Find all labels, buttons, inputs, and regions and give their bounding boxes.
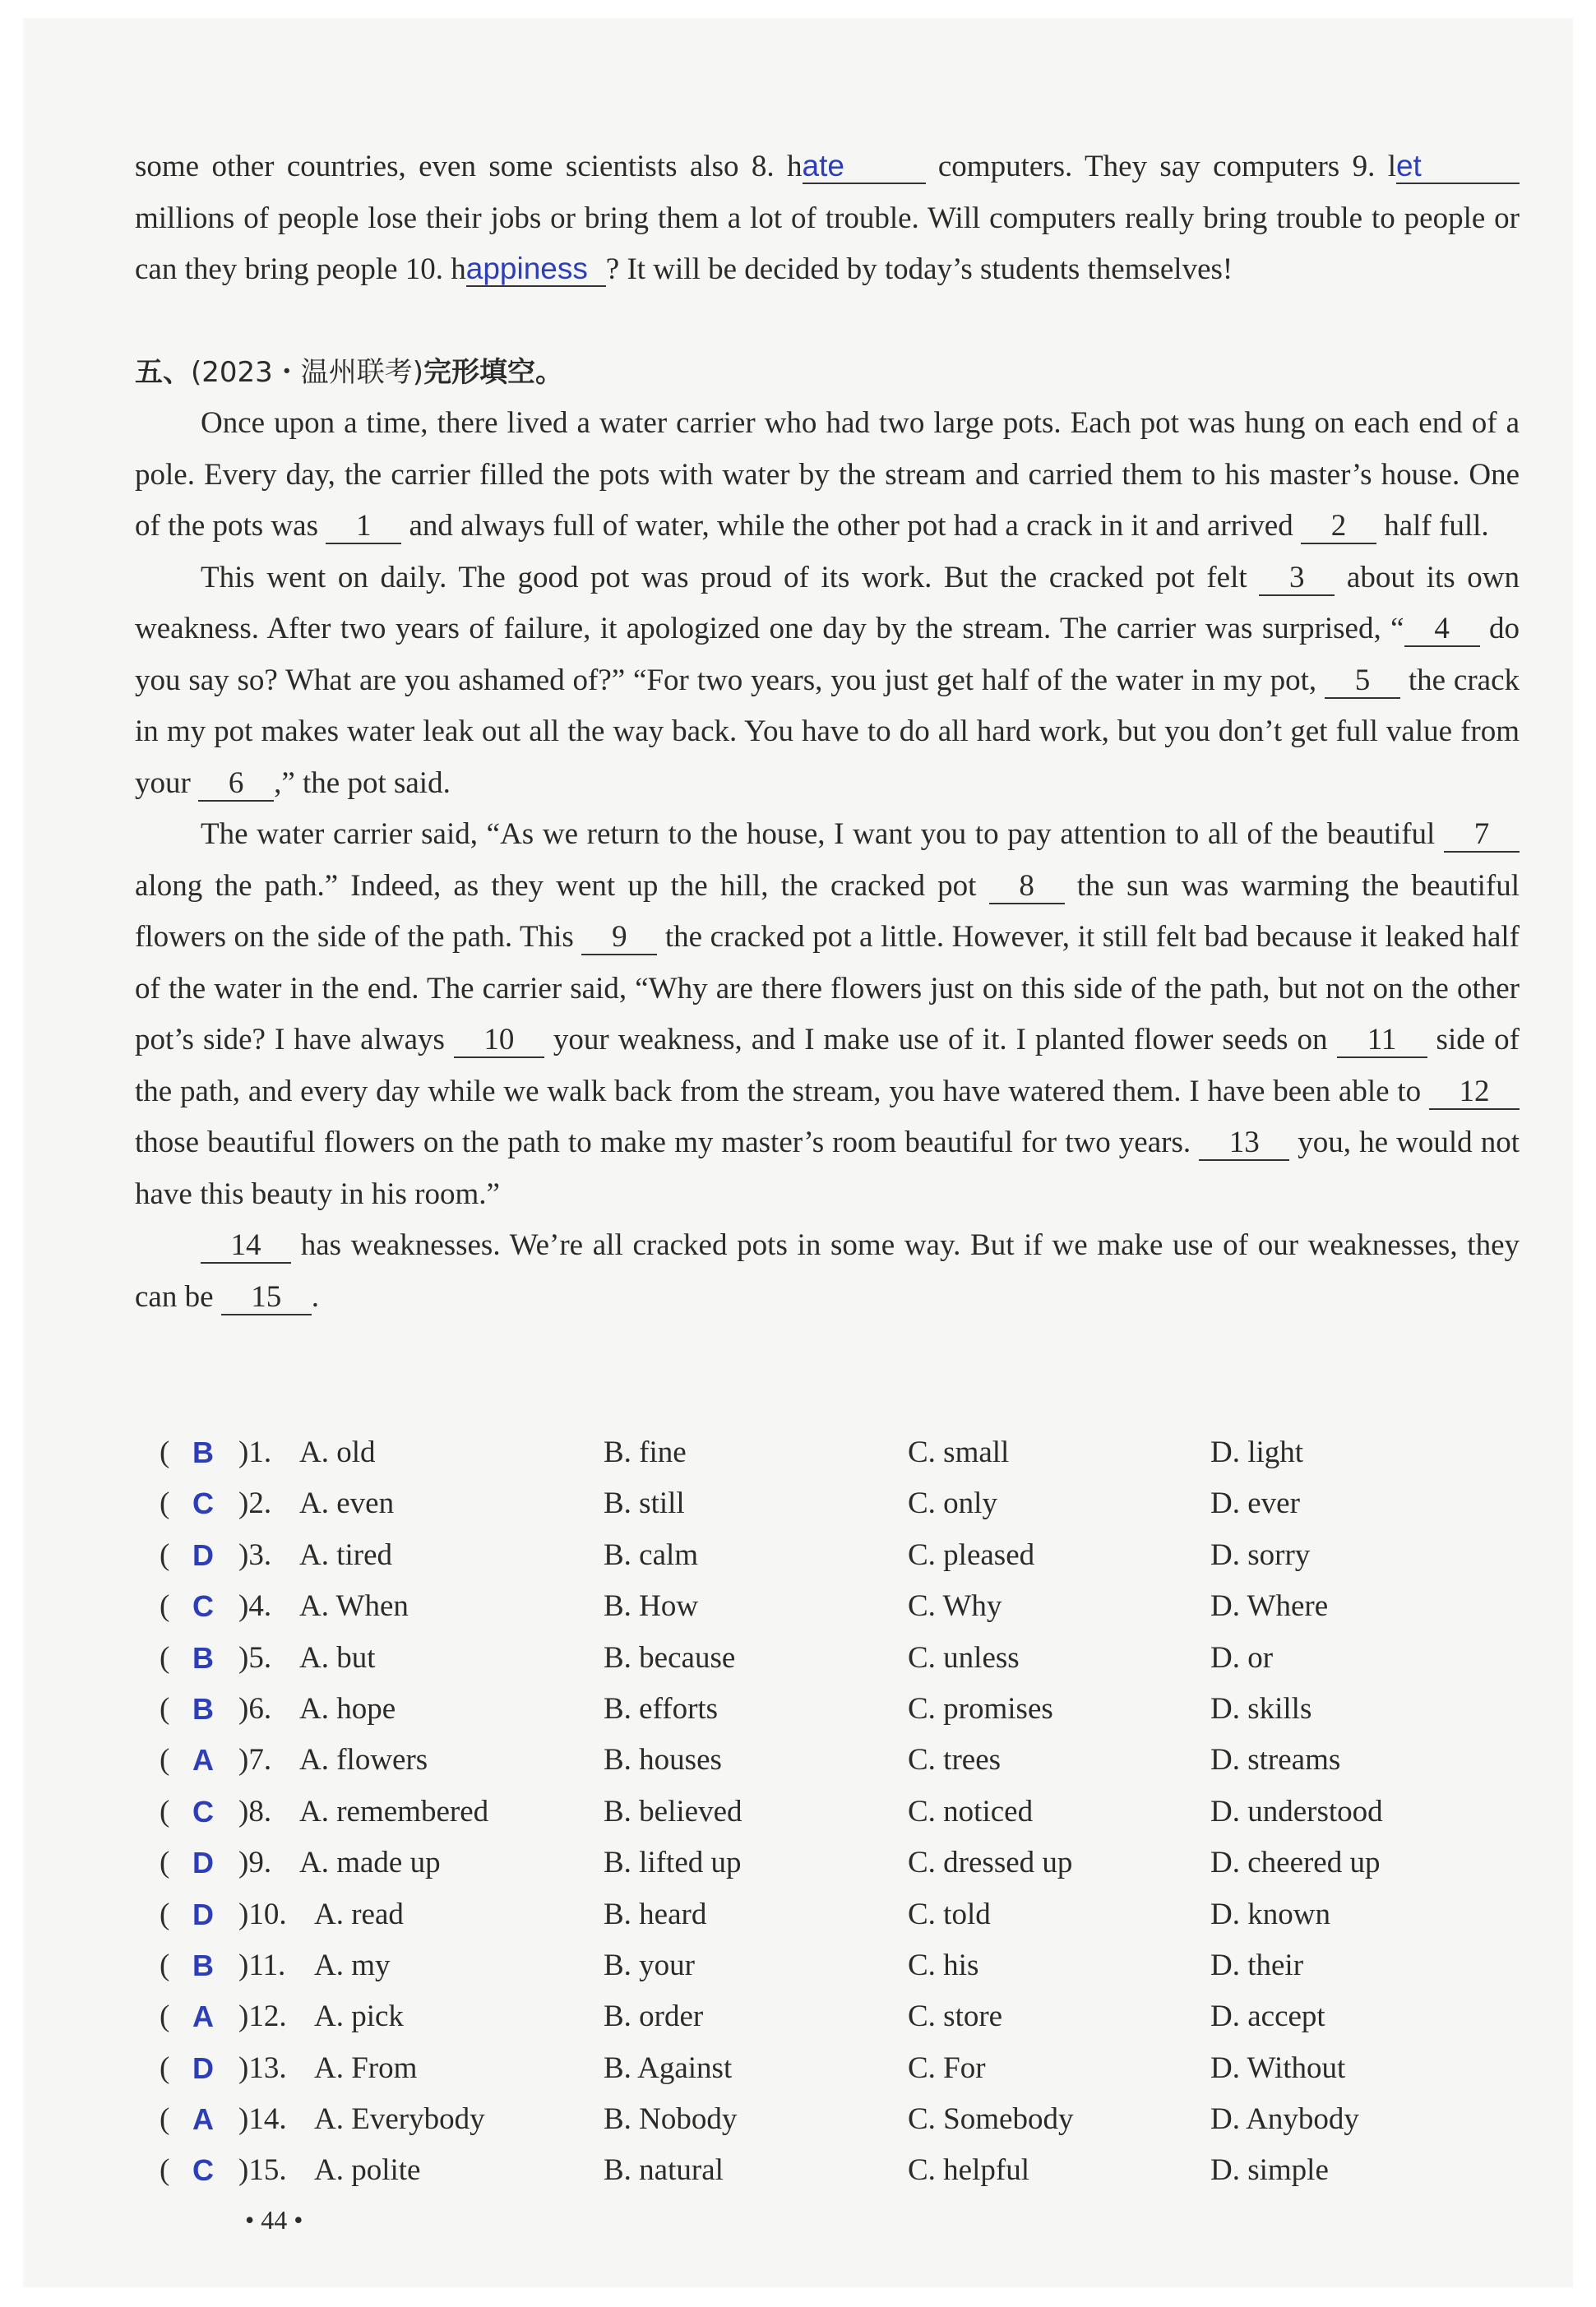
answer-paren: (	[160, 1589, 170, 1624]
text-segment: ? It will be decided by today’s students themselves!	[605, 252, 1233, 286]
text-segment: you, he would not have this beauty in his room.”	[135, 1126, 1520, 1211]
handwritten-answer: D	[192, 1846, 214, 1880]
question-row-6	[135, 1684, 1520, 1735]
option-a: A. even	[299, 1486, 395, 1521]
text-segment: about its own weakness. After two years of failure, it apologized one day by the stream. The carrier was surprised, “	[135, 560, 1520, 645]
question-row-9	[135, 1838, 1520, 1889]
handwritten-answer: C	[192, 1486, 214, 1521]
handwritten-answer-10: appiness	[465, 252, 588, 285]
option-b: B. How	[604, 1589, 699, 1624]
option-d: D. cheered up	[1210, 1846, 1381, 1880]
answer-paren: (	[160, 2153, 170, 2188]
answer-paren: (	[160, 1948, 170, 1982]
cloze-blank-6: 6	[198, 767, 274, 802]
option-a: A. made up	[299, 1846, 441, 1880]
option-a: A. pick	[314, 2000, 404, 2034]
handwritten-answer: A	[192, 2102, 214, 2137]
handwritten-answer-9: et	[1395, 149, 1422, 183]
handwritten-answer: B	[192, 1948, 214, 1982]
option-d: D. known	[1210, 1897, 1330, 1931]
question-row-8	[135, 1787, 1520, 1838]
text-segment: the sun was warming the beautiful flowers on the side of the path. This	[135, 868, 1520, 954]
handwritten-answer: B	[192, 1436, 214, 1469]
option-a: A. my	[314, 1948, 391, 1982]
question-number: )9.	[238, 1846, 272, 1880]
option-b: B. houses	[604, 1743, 722, 1778]
answer-paren: (	[160, 1743, 170, 1778]
cloze-blank-3: 3	[1259, 562, 1335, 596]
text-segment: and always full of water, while the other pot had a crack in it and arrived	[401, 509, 1301, 543]
handwritten-answer: C	[192, 1794, 214, 1828]
answer-paren: (	[160, 1640, 170, 1675]
answer-blank-9	[1396, 150, 1520, 184]
option-d: D. or	[1210, 1640, 1274, 1675]
text-segment: those beautiful flowers on the path to make my master’s room beautiful for two years.	[135, 1126, 1200, 1159]
option-b: B. order	[604, 2000, 704, 2034]
option-a: A. From	[314, 2050, 418, 2085]
option-c: C. pleased	[908, 1537, 1035, 1572]
answer-paren: (	[160, 1794, 170, 1828]
question-number: )4.	[238, 1589, 272, 1624]
option-b: B. your	[604, 1948, 695, 1982]
page-number: • 44 •	[245, 2205, 303, 2235]
question-row-12	[135, 1991, 1520, 2042]
question-row-7	[135, 1735, 1520, 1786]
document-page	[23, 18, 1573, 2287]
option-c: C. Why	[908, 1589, 1002, 1624]
option-d: D. skills	[1210, 1691, 1312, 1726]
option-d: D. light	[1210, 1436, 1304, 1469]
answer-paren: (	[160, 1537, 170, 1572]
option-a: A. read	[314, 1897, 404, 1931]
cloze-blank-4: 4	[1404, 613, 1480, 647]
option-c: C. store	[908, 2000, 1003, 2034]
question-number: )5.	[238, 1640, 272, 1675]
text-segment: some other countries, even some scientists also 8. h	[135, 150, 803, 183]
option-d: D. streams	[1210, 1743, 1341, 1778]
handwritten-answer: C	[192, 2153, 214, 2188]
handwritten-answer: B	[192, 1691, 214, 1726]
text-segment: This went on daily. The good pot was proud of its work. But the cracked pot felt	[201, 560, 1260, 594]
text-segment: .	[311, 1279, 320, 1314]
option-d: D. understood	[1210, 1794, 1383, 1828]
option-b: B. Nobody	[604, 2102, 738, 2137]
option-d: D. simple	[1210, 2153, 1329, 2188]
text-segment: your weakness, and I make use of it. I planted flower seeds on	[544, 1023, 1337, 1056]
answer-paren: (	[160, 2050, 170, 2085]
option-a: A. polite	[314, 2153, 421, 2188]
question-row-14	[135, 2094, 1520, 2145]
text-segment: computers. They say computers 9. l	[925, 150, 1396, 183]
question-number: )10.	[238, 1897, 287, 1931]
option-a: A. Everybody	[314, 2102, 485, 2137]
option-c: C. For	[908, 2050, 986, 2085]
question-row-3	[135, 1530, 1520, 1581]
cloze-blank-8: 8	[989, 870, 1065, 904]
question-number: )14.	[238, 2102, 287, 2137]
option-a: A. tired	[299, 1537, 393, 1572]
text-segment: The water carrier said, “As we return to the house, I want you to pay attention to all of the beautiful	[201, 817, 1444, 851]
question-number: )8.	[238, 1794, 272, 1828]
option-c: C. dressed up	[908, 1846, 1073, 1880]
question-number: )12.	[238, 2000, 287, 2034]
question-number: )15.	[238, 2153, 287, 2188]
cloze-blank-14: 14	[201, 1229, 291, 1264]
option-d: D. ever	[1210, 1486, 1300, 1521]
text-segment: Once upon a time, there lived a water carrier who had two large pots. Each pot was hung on each end of a pole. Every day, the carrier filled the pots with water by the stream and carried them to his master’s house. One of the pots was	[135, 406, 1520, 543]
option-d: D. Anybody	[1210, 2102, 1359, 2137]
cloze-blank-11: 11	[1337, 1024, 1427, 1058]
option-c: C. Somebody	[908, 2102, 1074, 2137]
text-segment: the cracked pot a little. However, it still felt bad because it leaked half of the water in the end. The carrier said, “Why are there flowers just on this side of the path, but not on the other pot’s side? I have always	[135, 920, 1520, 1056]
cloze-blank-1: 1	[326, 510, 401, 544]
answer-paren: (	[160, 1436, 170, 1469]
cloze-blank-9: 9	[581, 921, 657, 955]
continuation-paragraph	[135, 141, 1520, 296]
option-d: D. Where	[1210, 1589, 1329, 1624]
option-b: B. efforts	[604, 1691, 719, 1726]
handwritten-answer: B	[192, 1640, 214, 1675]
text-segment: along the path.” Indeed, as they went up the hill, the cracked pot	[135, 868, 989, 903]
cloze-blank-2: 2	[1301, 510, 1376, 544]
question-number: )1.	[238, 1436, 272, 1469]
option-c: C. promises	[908, 1691, 1053, 1726]
section-title: 完形填空。	[423, 356, 564, 389]
answer-blank-8	[803, 150, 926, 184]
option-b: B. calm	[604, 1537, 699, 1572]
option-d: D. Without	[1210, 2050, 1346, 2085]
text-segment: ,” the pot said.	[274, 765, 451, 800]
cloze-blank-15: 15	[221, 1281, 312, 1315]
text-segment: the crack in my pot makes water leak out all the way back. You have to do all hard work, but you don’t get full value from your	[135, 663, 1520, 800]
text-segment: millions of people lose their jobs or bring them a lot of trouble. Will computers really bring trouble to people or can they bring people 10. h	[135, 201, 1520, 286]
answer-paren: (	[160, 1897, 170, 1931]
answer-paren: (	[160, 2000, 170, 2034]
question-row-4	[135, 1581, 1520, 1632]
cloze-blank-13: 13	[1199, 1126, 1289, 1161]
cloze-blank-5: 5	[1325, 664, 1400, 699]
section-source: (2023・温州联考)	[191, 356, 424, 389]
option-b: B. believed	[604, 1794, 742, 1828]
question-number: )11.	[238, 1948, 286, 1982]
answer-paren: (	[160, 1486, 170, 1521]
question-number: )6.	[238, 1691, 272, 1726]
question-row-2	[135, 1478, 1520, 1529]
option-b: B. lifted up	[604, 1846, 742, 1880]
question-row-15	[135, 2145, 1520, 2196]
handwritten-answer: A	[192, 2000, 214, 2034]
option-a: A. remembered	[299, 1794, 489, 1828]
text-segment: half full.	[1376, 509, 1489, 543]
option-a: A. but	[299, 1640, 376, 1675]
cloze-blank-10: 10	[454, 1024, 544, 1058]
option-b: B. still	[604, 1486, 685, 1521]
answer-paren: (	[160, 2102, 170, 2137]
option-c: C. trees	[908, 1743, 1002, 1778]
question-number: )13.	[238, 2050, 287, 2085]
section-heading	[135, 347, 563, 398]
passage-paragraph-2	[135, 552, 1520, 810]
option-a: A. When	[299, 1589, 409, 1624]
option-a: A. flowers	[299, 1743, 428, 1778]
question-row-5	[135, 1633, 1520, 1684]
handwritten-answer: A	[192, 1743, 214, 1778]
option-c: C. told	[908, 1897, 991, 1931]
option-c: C. unless	[908, 1640, 1020, 1675]
option-a: A. hope	[299, 1691, 396, 1726]
answer-blank-10	[466, 253, 606, 287]
handwritten-answer: D	[192, 2050, 214, 2085]
cloze-blank-12: 12	[1429, 1075, 1520, 1110]
question-row-11	[135, 1940, 1520, 1991]
option-c: C. small	[908, 1436, 1010, 1469]
text-segment: has weaknesses. We’re all cracked pots in some way. But if we make use of our weaknesses, they can be	[135, 1228, 1520, 1314]
option-d: D. their	[1210, 1948, 1304, 1982]
answer-options	[135, 1427, 1520, 2197]
handwritten-answer: D	[192, 1897, 214, 1931]
passage-paragraph-4	[135, 1220, 1520, 1323]
option-b: B. Against	[604, 2050, 733, 2085]
section-number: 五、	[135, 356, 191, 389]
option-b: B. heard	[604, 1897, 707, 1931]
handwritten-answer: D	[192, 1537, 214, 1572]
answer-paren: (	[160, 1691, 170, 1726]
cloze-blank-7: 7	[1444, 818, 1520, 853]
text-segment: side of the path, and every day while we walk back from the stream, you have watered them. I have been able to	[135, 1023, 1520, 1108]
passage-paragraph-1	[135, 398, 1520, 552]
cloze-passage	[135, 398, 1520, 1323]
option-b: B. natural	[604, 2153, 724, 2188]
text-segment: do you say so? What are you ashamed of?” “For two years, you just get half of the water in my pot,	[135, 612, 1520, 697]
handwritten-answer: C	[192, 1589, 214, 1624]
question-number: )3.	[238, 1537, 272, 1572]
option-b: B. because	[604, 1640, 736, 1675]
question-row-10	[135, 1889, 1520, 1940]
question-number: )2.	[238, 1486, 272, 1521]
option-d: D. sorry	[1210, 1537, 1311, 1572]
question-row-1	[135, 1427, 1520, 1478]
option-c: C. noticed	[908, 1794, 1034, 1828]
question-row-13	[135, 2043, 1520, 2094]
option-b: B. fine	[604, 1436, 687, 1469]
option-a: A. old	[299, 1436, 376, 1469]
question-number: )7.	[238, 1743, 272, 1778]
option-d: D. accept	[1210, 2000, 1325, 2034]
option-c: C. only	[908, 1486, 997, 1521]
handwritten-answer-8: ate	[802, 149, 844, 183]
option-c: C. his	[908, 1948, 979, 1982]
answer-paren: (	[160, 1846, 170, 1880]
passage-paragraph-3	[135, 809, 1520, 1220]
option-c: C. helpful	[908, 2153, 1029, 2188]
